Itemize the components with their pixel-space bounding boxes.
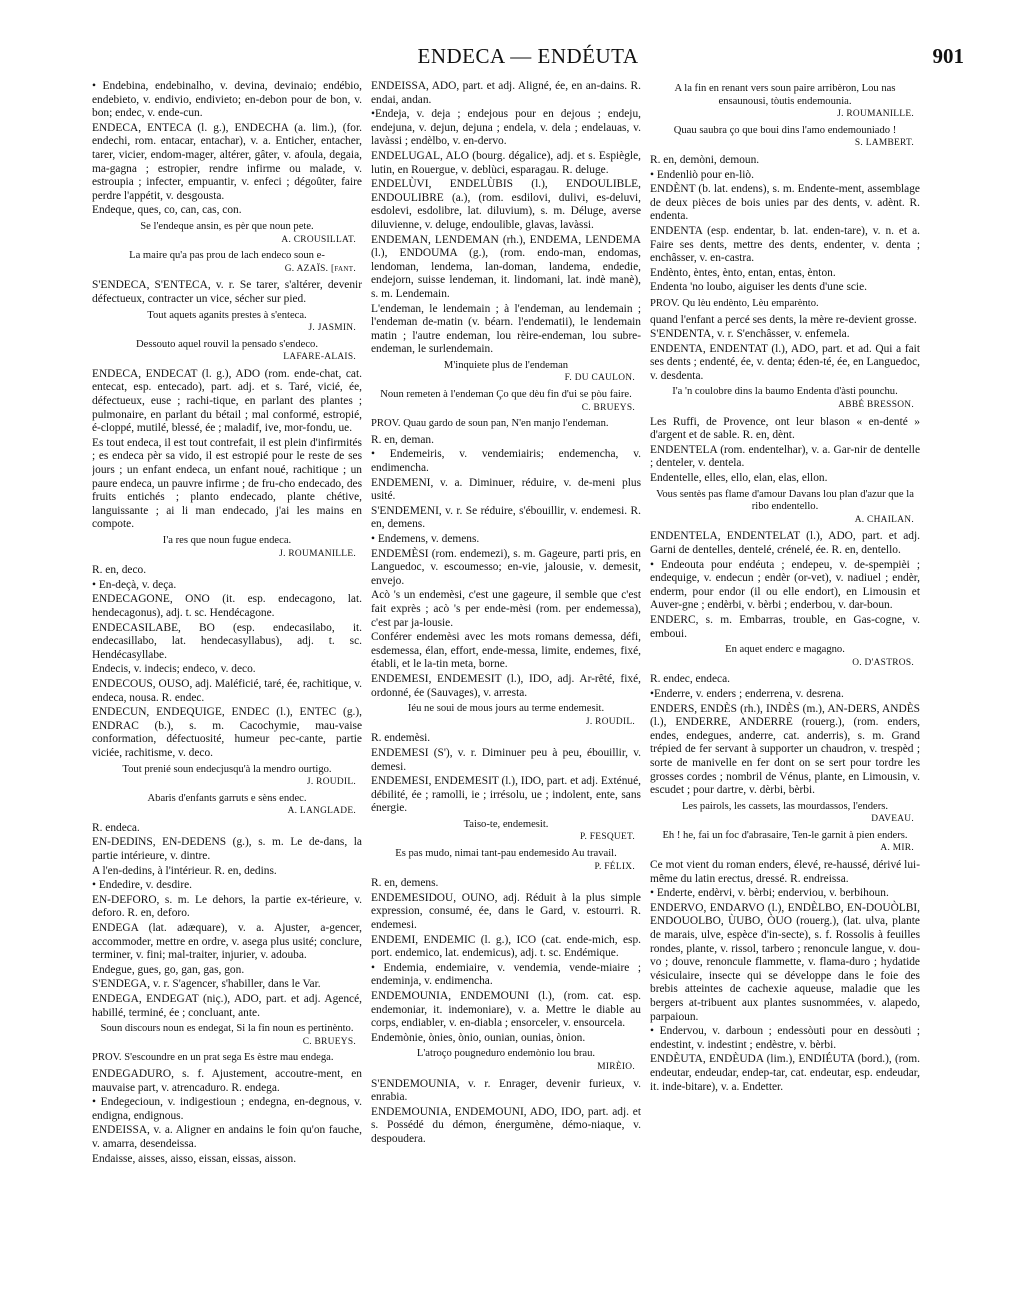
quotation-author: S. LAMBERT. xyxy=(854,138,914,149)
dictionary-entry: Endeque, ques, co, can, cas, con. xyxy=(92,204,242,217)
dictionary-entry: •Enderre, v. enders ; enderrena, v. desrena. xyxy=(650,687,844,700)
dictionary-entry: • Endegecioun, v. indigestioun ; endegna, en-degnous, v. endigna, endignous. xyxy=(92,1096,362,1122)
quotation: Eh ! he, fai un foc d'abrasaire, Ten-le garnit à pien enders. xyxy=(662,829,908,841)
dictionary-entry: Endemònie, ònies, ònio, ounian, ounias, ònion. xyxy=(371,1031,586,1044)
dictionary-entry: ENDECAGONE, ONO (it. esp. endecagono, lat. hendecagonus), adj. t. sc. Hendécagone. xyxy=(92,593,362,619)
dictionary-entry: ENDEMOUNIA, ENDEMOUNI, ADO, IDO, part. adj. et s. Possédé du démon, énergumène, démo-niaque, v. despoudera. xyxy=(371,1105,641,1145)
quotation: Les pairols, les cassets, las mourdassos, l'enders. xyxy=(681,800,889,812)
dictionary-entry: • En-deçà, v. deça. xyxy=(92,578,177,591)
page-number: 901 xyxy=(932,44,964,68)
quotation: Tout prenié soun endecjusqu'à la mendro ourtigo. xyxy=(122,763,332,775)
dictionary-entry: R. en, demòni, demoun. xyxy=(650,153,760,166)
quotation-author: A. MIR. xyxy=(880,843,914,854)
dictionary-entry: Endaisse, aisses, aisso, eissan, eissas, aisson. xyxy=(92,1152,297,1165)
dictionary-entry: ENDÈNT (b. lat. endens), s. m. Endente-ment, assemblage de deux pièces de bois unies par des dents, v. adènt. R. endenta. xyxy=(650,183,920,223)
quotation-author: MIRÈIO. xyxy=(597,1061,635,1072)
dictionary-entry: ENDEMENI, v. a. Diminuer, réduire, v. de-meni plus usité. xyxy=(371,476,641,503)
dictionary-entry: ENDEISSA, v. a. Aligner en andains le foin qu'on fauche, v. amarra, desendeissa. xyxy=(92,1124,362,1150)
dictionary-entry: quand l'enfant a percé ses dents, la mère re-devient grosse. xyxy=(650,313,917,326)
quotation: I'a res que noun fugue endeca. xyxy=(162,535,292,546)
dictionary-entry: ENDEMOUNIA, ENDEMOUNI (l.), (rom. cat. esp. endemoniar, it. indemoniare), v. a. Mettre le diable au corps, endiabler, v. en-diabla ; ensorceler, v. ensourcela. xyxy=(371,990,641,1030)
column-left xyxy=(92,80,362,1300)
quotation: Iéu ne soui de mous jours au terme endemesit. xyxy=(407,703,605,715)
dictionary-entry: ENDENTA (esp. endentar, b. lat. enden-tare), v. n. et a. Faire ses dents, mettre des dents, endenter, v. denta ; enchâsser, v. en-castra. xyxy=(650,224,920,265)
quotation: En aquet enderc e magagno. xyxy=(725,644,845,656)
quotation-author: A. LANGLADE. xyxy=(287,806,356,817)
dictionary-entry: Conférer endemèsi avec les mots romans demessa, défi, esdemessa, élan, effort, ende-messa, limite, endemes, fixé, établi, et le la-tin meta, borne. xyxy=(371,631,641,671)
dictionary-entry: • Endemia, endemiaire, v. vendemia, vende-miaire ; endeminja, v. endimencha. xyxy=(371,961,641,988)
quotation: Tout aquets aganits prestes à s'enteca. xyxy=(147,309,307,321)
dictionary-entry: Endegue, gues, go, gan, gas, gon. xyxy=(92,963,245,976)
quotation: Vous sentès pas flame d'amour Davans lou plan d'azur que la ribo endentello. xyxy=(656,488,914,513)
quotation: Abaris d'enfants garruts e sèns endec. xyxy=(147,792,307,804)
dictionary-entry: ENDEMI, ENDEMIC (l. g.), ICO (cat. ende-mich, esp. port. endemico, lat. endemicus), adj. t. sc. Endémique. xyxy=(371,933,641,960)
quotation: Quau saubra ço que boui dins l'amo endemouniado ! xyxy=(673,124,897,136)
page-header xyxy=(92,44,964,70)
dictionary-entry: ENDEMESI, ENDEMESIT (l.), IDO, adj. Ar-rêté, fixé, ordonné, ée (Sauvages), v. arresta. xyxy=(371,672,641,699)
dictionary-entry: Endentelle, elles, ello, elan, elas, ellon. xyxy=(650,472,828,485)
dictionary-entry: ENDENTA, ENDENTAT (l.), ADO, part. et ad. Qui a fait ses dents ; endenté, ée, v. denta; éden-té, ée, en Languedoc, v. desdenta. xyxy=(650,342,920,382)
dictionary-entry: Es tout endeca, il est tout contrefait, il est plein d'infirmités ; es endeca pèr sa vido, il est estropié pour le reste de ses jours ; un enfant endeca, un enfant noué, rachitique ; un paure endeca, un pauvre infirme ; de fru-cho endecado, des fruits entichés ; planto endecado, plante chétive, languissante ; ai li man endecado, j'ai les mains en compote. xyxy=(92,436,362,531)
dictionary-entry: L'endeman, le lendemain ; à l'endeman, au lendemain ; l'endeman de-matin (v. béarn. l'endematii), le lendemain matin ; l'autre endeman, lou rèire-endeman, lou subre-endeman, le surlendemain. xyxy=(371,302,641,356)
quotation-author: O. D'ASTROS. xyxy=(852,657,914,668)
dictionary-entry: ENDENTELA (rom. endentelhar), v. a. Gar-nir de dentelle ; denteler, v. dentela. xyxy=(650,443,920,470)
quotation: Noun remeten à l'endeman Ço que dèu fin d'ui se pòu faire. xyxy=(380,389,632,401)
dictionary-entry: S'ENDENTA, v. r. S'enchâsser, v. enfemela. xyxy=(650,328,850,341)
quotation-author: J. ROUMANILLE. xyxy=(837,109,914,120)
quotation: Dessouto aquel rouvil la pensado s'endeco. xyxy=(136,338,318,350)
dictionary-entry: Ce mot vient du roman enders, élevé, re-haussé, dérivé lui-même du latin erectus, dressé. R. endreissa. xyxy=(650,859,920,885)
quotation: I'a 'n coulobre dins la baumo Endenta d'àsti pounchu. xyxy=(672,386,898,398)
dictionary-entry: ENDERVO, ENDARVO (l.), ENDÈLBO, EN-DOUÒLBI, ENDOUOLBO, ÙUBO, ÒUO (rouerg.), (lat. ulva, plante de marais, ulve, espèce d'in-secte), s. f. Rossolis à feuilles rondes, plante, v. rissol, tarbero ; renoncule langue, v. dou-vo ; douve, renoncule flammette, v. flama-duro ; hydatide vésiculaire, insecte qui se développe dans le foie des brebis atteintes de cachexie aqueuse, maladie que les bergers at-tribuent aux plantes susnommées, v. alapedo, parpaioun. xyxy=(650,901,920,1023)
dictionary-entry: ENDEGADURO, s. f. Ajustement, accoutre-ment, en mauvaise part, v. atrencaduro. R. endega. xyxy=(92,1067,362,1094)
dictionary-entry: A l'en-dedins, à l'intérieur. R. en, dedins. xyxy=(92,864,277,877)
dictionary-entry: R. en, deman. xyxy=(371,433,434,446)
dictionary-entry: S'ENDEMENI, v. r. Se réduire, s'ébouillir, v. endemesi. R. en, demens. xyxy=(371,504,641,531)
proverb: PROV. Quau gardo de soun pan, N'en manjo l'endeman. xyxy=(371,418,609,430)
quotation-author: J. ROUMANILLE. xyxy=(279,548,356,559)
dictionary-entry: • Endemeiris, v. vendemiairis; endemencha, v. endimencha. xyxy=(371,448,641,475)
quotation: Es pas mudo, nimai tant-pau endemesido Au travail. xyxy=(395,848,617,860)
proverb: PROV. S'escoundre en un prat sega Es èstre mau endega. xyxy=(92,1052,334,1064)
dictionary-entry: Les Ruffi, de Provence, ont leur blason « en-denté » d'argent et de sable. R. en, dènt. xyxy=(650,415,920,442)
quotation-author: LAFARE-ALAIS. xyxy=(283,352,356,363)
column-right xyxy=(650,80,920,1300)
dictionary-entry: Endènto, èntes, ènto, entan, entas, ènton. xyxy=(650,266,836,279)
dictionary-entry: ENDEMESI (S'), v. r. Diminuer peu à peu, ébouillir, v. demesi. xyxy=(371,746,641,773)
dictionary-entry: ENDECA, ENTECA (l. g.), ENDECHA (a. lim.), (for. endechi, rom. entacar, entachar), v. a. Enticher, entacher, tarer, vicier, endom-mager, altérer, gâter, v. afoula, degaia, ma-gagna ; estropier, rendre infirme ou malade, v. estroupia ; infecter, empuantir, v. enfeci ; dégoûter, faire perdre l'appétit, v. desgousta. xyxy=(92,121,362,202)
dictionary-entry: ENDEMÈSI (rom. endemezi), s. m. Gageure, parti pris, en Languedoc, v. escoumesso; en-vie, jalousie, v. demesit, envejo. xyxy=(371,547,641,587)
dictionary-entry: Acò 's un endemèsi, c'est une gageure, il semble que c'est fait exprès ; acò 's per ende-mèsi (rom. per endemessa), c'est par ja-lousie. xyxy=(371,589,641,629)
quotation-author: J. JASMIN. xyxy=(308,323,356,334)
quotation-author: DAVEAU. xyxy=(871,814,914,825)
dictionary-entry: • Endedire, v. desdire. xyxy=(92,879,193,892)
dictionary-entry: ENDELÙVI, ENDELÙBIS (l.), ENDOULIBLE, ENDOULIBRE (a.), (rom. esdilovi, dulivi, es-deluvi, esdolevi, esdolibre, lat. diluvium), s. m. Déluge, averse diluvienne, v. deluge, endoulible, glavas, lavàssi. xyxy=(371,178,641,231)
dictionary-entry: S'ENDECA, S'ENTECA, v. r. Se tarer, s'altérer, devenir défectueux, contracter un vice, sécher sur pied. xyxy=(92,279,362,305)
dictionary-entry: ENDECUN, ENDEQUIGE, ENDEC (l.), ENTEC (g.), ENDRAC (b.), s. m. Cacochymie, mau-vaise conformation, défectuosité, humeur pec-cante, partie viciée, rachitisme, v. deco. xyxy=(92,706,362,759)
quotation-author: A. CROUSILLAT. xyxy=(281,234,356,245)
dictionary-entry: • Endervou, v. darboun ; endessòuti pour en dessòuti ; endestint, v. indestint ; endèstre, v. bèrbi. xyxy=(650,1025,920,1051)
dictionary-entry: ENDEISSA, ADO, part. et adj. Aligné, ée, en an-dains. R. endai, andan. xyxy=(371,80,641,106)
dictionary-entry: •Endeja, v. deja ; endejous pour en dejous ; endeju, endejuna, v. dejun, dejuna ; endela, v. dela ; endelauas, v. lavàssi ; endèlbo, v. en-dervo. xyxy=(371,108,641,148)
dictionary-entry: • Enderte, endèrvi, v. bèrbi; enderviou, v. berbihoun. xyxy=(650,887,889,900)
dictionary-entry: EN-DEFORO, s. m. Le dehors, la partie ex-térieure, v. deforo. R. en, deforo. xyxy=(92,893,362,920)
dictionary-entry: ENDEMESI, ENDEMESIT (l.), IDO, part. et adj. Exténué, débilité, ée ; ramolli, ie ; irrésolu, ue ; indolent, ente, sans énergie. xyxy=(371,775,641,815)
dictionary-entry: ENDECASILABE, BO (esp. endecasilabo, it. endecasillabo, lat. hendecasyllabus), adj. t. sc. Hendécasyllabe. xyxy=(92,621,362,661)
dictionary-entry: EN-DEDINS, EN-DEDENS (g.), s. m. Le de-dans, la partie intérieure, v. dintre. xyxy=(92,836,362,863)
dictionary-entry: ENDECOUS, OUSO, adj. Maléficié, taré, ée, rachitique, v. endeca, nousa. R. endec. xyxy=(92,677,362,704)
dictionary-entry: Endecis, v. indecis; endeco, v. deco. xyxy=(92,663,256,676)
dictionary-entry: • Endebina, endebinalho, v. devina, devinaio; endébio, endebieto, v. endivio, endivieto; en-debon pour de bon, v. bon; endec, v. ende-cun. xyxy=(92,80,362,120)
running-title: ENDECA — ENDÉUTA xyxy=(417,44,639,68)
quotation-author: J. ROUDIL. xyxy=(306,777,356,788)
quotation-author: J. ROUDIL. xyxy=(585,716,635,727)
quotation-author: P. FÉLIX. xyxy=(594,861,635,872)
quotation-author: F. DU CAULON. xyxy=(564,373,635,384)
dictionary-entry: • Endeouta pour endéuta ; endepeu, v. de-spempièi ; endequige, v. endecun ; endèr (or-vet), v. nadiuel ; endèr, enderm, pour endor (il ou elle endort), en Limousin et Auver-gne ; endèrbi, v. bèrbi ; enderbou, v. dar-boun. xyxy=(650,558,920,612)
dictionary-entry: R. endemèsi. xyxy=(371,732,431,745)
quotation: Soun discours noun es endegat, Si la fin noun es pertinènto. xyxy=(100,1023,354,1035)
dictionary-entry: ENDERS, ENDÈS (rh.), INDÈS (m.), AN-DERS, ANDÈS (l.), ENDERRE, ANDERRE (rouerg.), (rom. enders, endes, endegues, anderre, cat. anderris), s. m. Grand trépied de fer servant à supporter un chaudron, v. trespèd ; sorte de manivelle en fer dont on se sert pour tordre les grosses cordes ; nombril de Vénus, plante, en Limousin, v. escudet ; pour dartre, v. dèrbi, bèrbi. xyxy=(650,702,920,797)
quotation: La maire qu'a pas prou de lach endeco soun e- xyxy=(129,250,325,262)
dictionary-entry: ENDEMESIDOU, OUNO, adj. Réduit à la plus simple expression, consumé, ée, dans le Gard, v. estourri. R. endemesi. xyxy=(371,891,641,932)
dictionary-entry: S'ENDEGA, v. r. S'agencer, s'habiller, dans le Var. xyxy=(92,978,321,991)
quotation-author: P. FESQUET. xyxy=(580,832,635,843)
dictionary-entry: S'ENDEMOUNIA, v. r. Enrager, devenir furieux, v. enrabia. xyxy=(371,1077,641,1104)
dictionary-entry: ENDEGA (lat. adæquare), v. a. Ajuster, a-gencer, accommoder, mettre en ordre, v. asega plus usité; conclure, terminer, v. fini; mal-traiter, injurier, v. adouba. xyxy=(92,922,362,962)
dictionary-entry: ENDEMAN, LENDEMAN (rh.), ENDEMA, LENDEMA (l.), ENDOUMA (g.), (rom. endo-man, endomas, lendoman, lendema, lan-doman, landema, endedie, endejorn, suisse lendeman, it. lindomani, lat. indè manè), s. m. Lendemain. xyxy=(371,233,641,300)
dictionary-entry: R. endec, endeca. xyxy=(650,673,731,686)
quotation-author: ABBÉ BRESSON. xyxy=(838,400,914,411)
dictionary-entry: Endenta 'no loubo, aiguiser les dents d'une scie. xyxy=(650,281,867,294)
dictionary-entry: R. en, deco. xyxy=(92,564,147,577)
column-middle xyxy=(371,80,641,1300)
dictionary-entry: R. en, demens. xyxy=(371,877,439,890)
dictionary-entry: • Endemens, v. demens. xyxy=(371,533,480,545)
quotation: Taiso-te, endemesit. xyxy=(463,818,549,830)
dictionary-entry: R. endeca. xyxy=(92,821,140,834)
quotation: M'inquiete plus de l'endeman xyxy=(443,359,569,371)
dictionary-entry: ENDENTELA, ENDENTELAT (l.), ADO, part. et adj. Garni de dentelles, dentelé, crénelé, ée. R. en, dentello. xyxy=(650,530,920,556)
dictionary-entry: ENDELUGAL, ALO (bourg. dégalice), adj. et s. Espiègle, lutin, en Rouergue, v. deblùci, esparagau. R. deluge. xyxy=(371,149,641,176)
dictionary-entry: ENDÈUTA, ENDÈUDA (lim.), ENDIÉUTA (bord.), (rom. endeutar, endeudar, endep-tar, cat. endeutar, esp. endeudar, it. inde-bitare), v. a. Endetter. xyxy=(650,1053,920,1093)
dictionary-entry: • Endenliò pour en-liò. xyxy=(650,168,754,181)
quotation: L'atroço pougneduro endemònio lou brau. xyxy=(416,1048,596,1060)
quotation: Se l'endeque ansin, es pèr que noun pete. xyxy=(140,220,314,232)
dictionary-entry: ENDECA, ENDECAT (l. g.), ADO (rom. ende-chat, cat. entecat, esp. entecado), part. adj. et s. Taré, vicié, ée, défectueux, euse ; rachi-tique, en parlant des plantes ; pulmonaire, en parlant du bétail ; mal conformé, estropié, é-cloppé, mutilé, blessé, ée ; maladif, ive, mor-fondu, ue. xyxy=(92,367,362,435)
quotation-author: C. BRUEYS. xyxy=(581,402,635,413)
proverb: PROV. Qu lèu endènto, Lèu emparènto. xyxy=(650,297,819,309)
quotation-author: A. CHAILAN. xyxy=(854,514,914,525)
dictionary-entry: ENDEGA, ENDEGAT (niç.), ADO, part. et adj. Agencé, habillé, terminé, ée ; concluant, ante. xyxy=(92,993,362,1019)
dictionary-entry: ENDERC, s. m. Embarras, trouble, en Gas-cogne, v. emboui. xyxy=(650,613,920,640)
quotation-author: C. BRUEYS. xyxy=(302,1036,356,1047)
quotation: A la fin en renant vers soun paire arribèron, Lou nas ensaunousi, tòutis endemounia. xyxy=(674,83,896,107)
quotation-author: G. AZAÏS. [fant. xyxy=(284,263,356,274)
